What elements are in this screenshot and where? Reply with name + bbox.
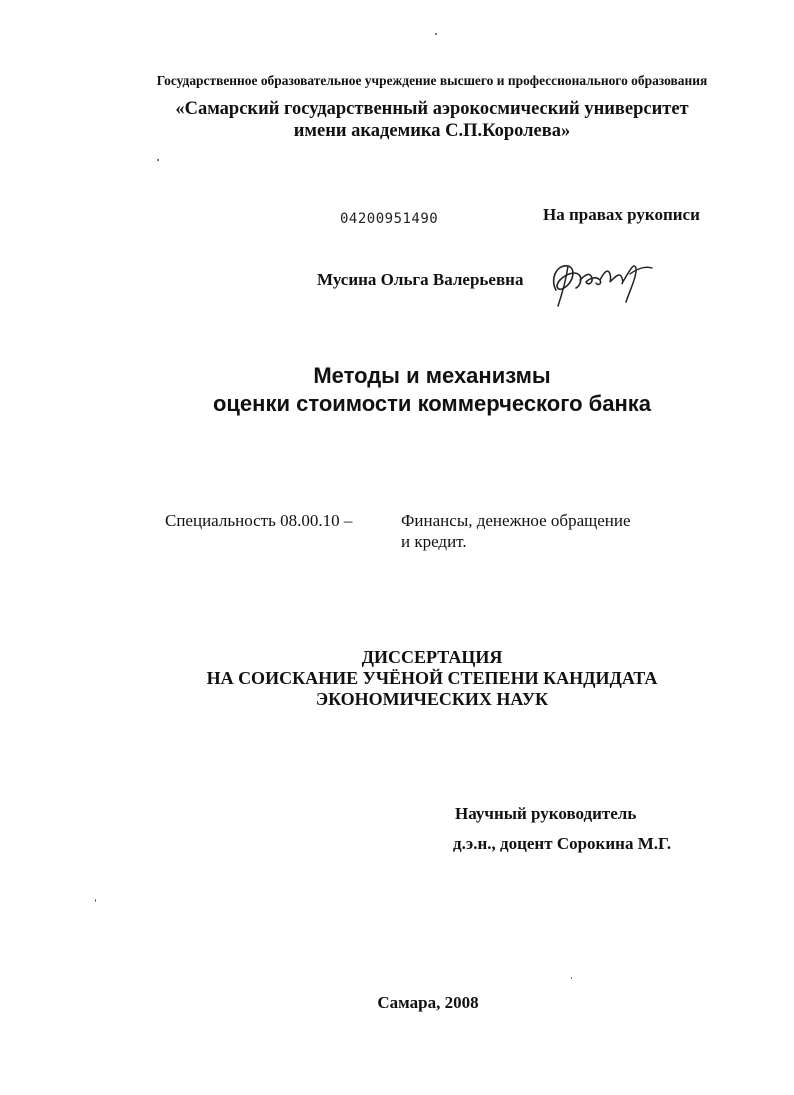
supervisor-name: д.э.н., доцент Сорокина М.Г. xyxy=(453,834,672,853)
dissertation-title-line2: оценки стоимости коммерческого банка xyxy=(212,391,652,416)
institution-header: Государственное образовательное учреждение высшего и профессионального образования xyxy=(156,74,708,89)
dissertation-title-line1: Методы и механизмы xyxy=(313,363,551,388)
catalog-number: 04200951490 xyxy=(340,211,439,227)
scan-speck xyxy=(157,159,159,161)
degree-heading-line2: НА СОИСКАНИЕ УЧЁНОЙ СТЕПЕНИ КАНДИДАТА xyxy=(206,668,658,688)
manuscript-rights-label: На правах рукописи xyxy=(543,205,700,224)
degree-heading-line3: ЭКОНОМИЧЕСКИХ НАУК xyxy=(315,689,549,709)
supervisor-label: Научный руководитель xyxy=(455,804,637,823)
university-name-line2: имени академика С.П.Королева» xyxy=(293,121,571,141)
scan-speck xyxy=(95,899,96,902)
specialty-description-line2: и кредит. xyxy=(401,532,467,551)
city-year: Самара, 2008 xyxy=(377,993,479,1012)
author-name: Мусина Ольга Валерьевна xyxy=(317,270,524,289)
degree-heading-line1: ДИССЕРТАЦИЯ xyxy=(361,647,503,667)
specialty-description-line1: Финансы, денежное обращение xyxy=(401,511,631,530)
university-name-line1: «Самарский государственный аэрокосмический университет xyxy=(175,99,689,119)
author-signature xyxy=(546,250,656,312)
scan-speck xyxy=(435,33,437,35)
specialty-label: Специальность 08.00.10 – xyxy=(165,511,353,530)
scan-speck xyxy=(571,977,572,979)
